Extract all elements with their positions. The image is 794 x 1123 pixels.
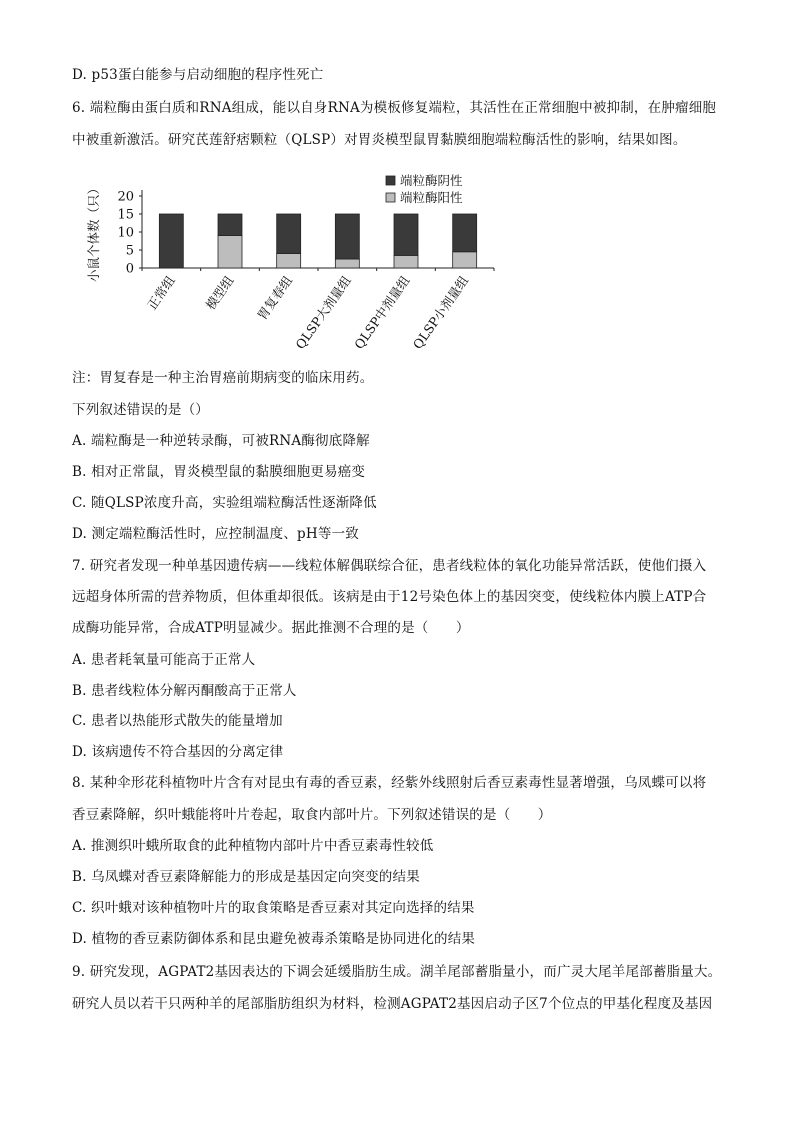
q6-option-c: C. 随QLSP浓度升高，实验组端粒酶活性逐渐降低 [72,495,377,511]
y-tick-label: 10 [117,225,134,241]
bar-segment-positive [335,259,359,268]
q8-option-a: A. 推测织叶蛾所取食的此种植物内部叶片中香豆素毒性较低 [72,838,434,854]
q5-option-d: D. p53蛋白能参与启动细胞的程序性死亡 [72,67,324,83]
legend-swatch [386,176,395,185]
q6-option-d: D. 测定端粒酶活性时，应控制温度、pH等一致 [72,526,359,542]
x-tick-label: QLSP大剂量组 [292,273,354,352]
q8-stem-line-2: 香豆素降解，织叶蛾能将叶片卷起，取食内部叶片。下列叙述错误的是（ ） [72,807,552,823]
x-tick-label: 正常组 [143,273,178,313]
y-tick-label: 20 [117,189,134,205]
q6-stem-line-2: 中被重新激活。研究芪莲舒痞颗粒（QLSP）对胃炎模型鼠胃黏膜细胞端粒酶活性的影响，结果如图。 [72,132,687,148]
legend-label: 端粒酶阳性 [400,190,463,205]
y-axis-label: 小鼠个体数（只） [86,181,101,283]
q9-stem-line-1: 9. 研究发现，AGPAT2基因表达的下调会延缓脂肪生成。湖羊尾部蓄脂量小，而广灵大尾羊尾部蓄脂量大。 [72,964,722,980]
bar-segment-negative [218,214,242,236]
bar-segment-negative [335,214,359,259]
legend-swatch [386,193,395,202]
legend-label: 端粒酶阴性 [400,173,463,188]
bar-segment-negative [453,214,477,252]
y-tick-label: 5 [125,243,134,259]
bar-segment-positive [394,255,418,268]
y-tick-label: 0 [125,261,134,277]
x-tick-label: QLSP中剂量组 [351,273,413,352]
q8-option-c: C. 织叶蛾对该种植物叶片的取食策略是香豆素对其定向选择的结果 [72,900,475,916]
bar-segment-positive [277,254,301,268]
q6-option-a: A. 端粒酶是一种逆转录酶，可被RNA酶彻底降解 [72,433,370,449]
x-tick-label: 胃复春组 [254,273,296,323]
q6-stem-line-1: 6. 端粒酶由蛋白质和RNA组成，能以自身RNA为模板修复端粒，其活性在正常细胞中被抑制，在肿瘤细胞 [72,100,717,116]
q7-stem-line-2: 远超身体所需的营养物质，但体重却很低。该病是由于12号染色体上的基因突变，使线粒体内膜上ATP合 [72,589,707,605]
q7-option-a: A. 患者耗氧量可能高于正常人 [72,652,256,668]
bar-segment-negative [394,214,418,255]
q7-stem-line-1: 7. 研究者发现一种单基因遗传病——线粒体解偶联综合征，患者线粒体的氧化功能异常活跃，使他们摄入 [72,558,707,574]
x-tick-label: 模型组 [202,273,237,313]
q7-option-d: D. 该病遗传不符合基因的分离定律 [72,744,284,760]
bar-segment-positive [218,236,242,268]
q9-stem-line-2: 研究人员以若干只两种羊的尾部脂肪组织为材料，检测AGPAT2基因启动子区7个位点的甲基化程度及基因 [72,996,713,1012]
q8-stem-line-1: 8. 某种伞形花科植物叶片含有对昆虫有毒的香豆素，经紫外线照射后香豆素毒性显著增强，乌凤蝶可以将 [72,775,707,791]
q7-stem-line-3: 成酶功能异常，合成ATP明显减少。据此推测不合理的是（ ） [72,620,470,636]
telomerase-chart [80,168,500,363]
q6-option-b: B. 相对正常鼠，胃炎模型鼠的黏膜细胞更易癌变 [72,464,366,480]
q8-option-b: B. 乌凤蝶对香豆素降解能力的形成是基因定向突变的结果 [72,869,420,885]
chart-note: 注：胃复春是一种主治胃癌前期病变的临床用药。 [72,370,374,386]
y-tick-label: 15 [117,207,134,223]
q6-question: 下列叙述错误的是（） [72,402,209,418]
bar-segment-negative [277,214,301,254]
stacked-bar-chart [80,168,500,363]
bar-segment-negative [159,214,183,268]
q7-option-c: C. 患者以热能形式散失的能量增加 [72,713,283,729]
bar-segment-positive [453,252,477,268]
q8-option-d: D. 植物的香豆素防御体系和昆虫避免被毒杀策略是协同进化的结果 [72,931,476,947]
q7-option-b: B. 患者线粒体分解丙酮酸高于正常人 [72,683,297,699]
x-tick-label: QLSP小剂量组 [409,273,472,352]
